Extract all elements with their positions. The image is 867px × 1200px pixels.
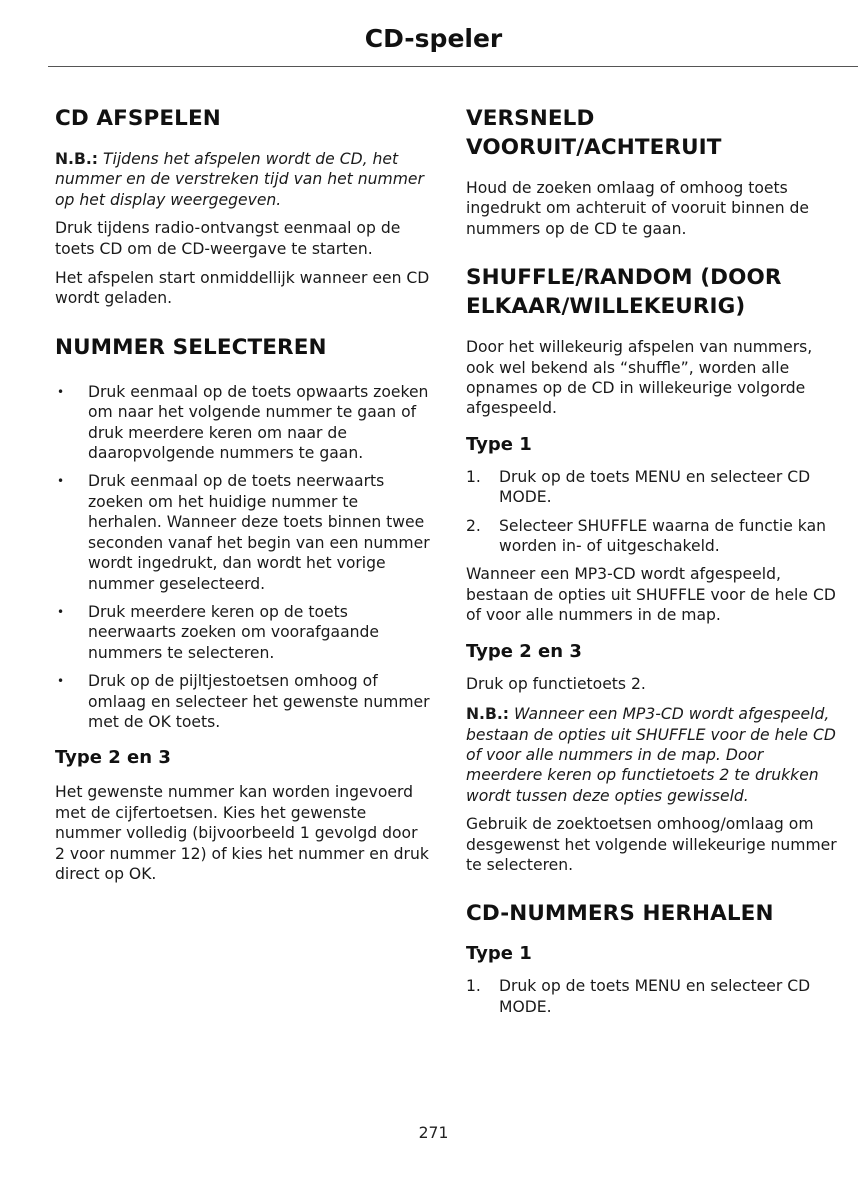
list-item: [466, 516, 844, 557]
paragraph: Druk tijdens radio-ontvangst eenmaal op de toets CD om de CD-weergave te starten.: [55, 219, 401, 258]
right-column: [466, 104, 844, 1017]
heading-line: VOORUIT/ACHTERUIT: [466, 135, 722, 160]
note-label: N.B.:: [55, 150, 99, 168]
title-rule: [48, 66, 858, 67]
subheading-type-2-en-3: Type 2 en 3: [55, 747, 171, 769]
paragraph: Gebruik de zoektoetsen omhoog/omlaag om desgewenst het volgende willekeurige nummer te selecteren.: [466, 815, 837, 874]
subheading-type-2-en-3: Type 2 en 3: [466, 640, 582, 662]
note-shuffle: [466, 704, 844, 806]
heading-line: ELKAAR/WILLEKEURIG): [466, 294, 746, 320]
note-label: N.B.:: [466, 705, 510, 724]
list-item: [55, 471, 430, 593]
list-item-text: Druk eenmaal op de toets opwaarts zoeken om naar het volgende nummer te gaan of druk meerdere keren om naar de daaropvolgende nummers te gaan.: [88, 382, 429, 463]
list-item: [466, 467, 844, 508]
list-item-text: Druk op de pijltjestoetsen omhoog of omlaag en selecteer het gewenste nummer met de OK toets.: [88, 672, 430, 731]
list-item: [466, 976, 844, 1017]
list-item-text: Selecteer SHUFFLE waarna de functie kan worden in- of uitgeschakeld.: [499, 516, 827, 556]
paragraph: Het afspelen start onmiddellijk wanneer een CD wordt geladen.: [55, 269, 430, 308]
numbered-list: [466, 976, 844, 1017]
numbered-list: [466, 467, 844, 557]
note-text: Wanneer een MP3-CD wordt afgespeeld, bestaan de opties uit SHUFFLE voor de hele CD of voor alle nummers in de map. Door meerdere keren op functietoets 2 te drukken wordt tussen deze opties gewisseld.: [466, 705, 836, 805]
bullet-icon: •: [57, 384, 65, 399]
heading-versneld: [466, 104, 844, 162]
left-column: [55, 104, 430, 884]
paragraph: Het gewenste nummer kan worden ingevoerd met de cijfertoetsen. Kies het gewenste nummer volledig (bijvoorbeeld 1 gevolgd door 2 voor nummer 12) of kies het nummer en druk direct op OK.: [55, 783, 429, 883]
heading-line: VERSNELD: [466, 106, 595, 131]
list-number: 1.: [466, 977, 481, 996]
heading-shuffle: [466, 263, 844, 321]
paragraph: Houd de zoeken omlaag of omhoog toets ingedrukt om achteruit of vooruit binnen de nummers op de CD te gaan.: [466, 179, 810, 238]
bullet-list: [55, 382, 430, 733]
heading-nummer-selecteren: NUMMER SELECTEREN: [55, 334, 327, 360]
note-cd-afspelen: [55, 149, 430, 210]
list-item-text: Druk op de toets MENU en selecteer CD MODE.: [499, 977, 811, 1016]
bullet-icon: •: [57, 474, 65, 489]
list-item-text: Druk meerdere keren op de toets neerwaarts zoeken om voorafgaande nummers te selecteren.: [88, 602, 380, 662]
list-number: 2.: [466, 516, 481, 535]
paragraph: Wanneer een MP3-CD wordt afgespeeld, bestaan de opties uit SHUFFLE voor de hele CD of voor alle nummers in de map.: [466, 565, 836, 625]
note-text: Tijdens het afspelen wordt de CD, het nummer en de verstreken tijd van het nummer op het display weergegeven.: [55, 150, 424, 209]
list-item-text: Druk eenmaal op de toets neerwaarts zoeken om het huidige nummer te herhalen. Wanneer deze toets binnen twee seconden vanaf het begin van een nummer wordt ingedrukt, dan wordt het vorige nummer geselecteerd.: [88, 472, 430, 593]
subheading-type-1: Type 1: [466, 433, 532, 455]
paragraph: Druk op functietoets 2.: [466, 674, 646, 693]
page-number: 271: [418, 1124, 449, 1142]
paragraph: Door het willekeurig afspelen van nummers, ook wel bekend als “shuffle”, worden alle opnames op de CD in willekeurige volgorde afgespeeld.: [466, 338, 813, 418]
list-number: 1.: [466, 467, 481, 486]
bullet-icon: •: [57, 604, 65, 619]
list-item: [55, 602, 430, 663]
list-item-text: Druk op de toets MENU en selecteer CD MODE.: [499, 467, 811, 507]
subheading-type-1: Type 1: [466, 943, 532, 965]
heading-cd-nummers-herhalen: CD-NUMMERS HERHALEN: [466, 901, 774, 927]
list-item: [55, 671, 430, 732]
heading-line: SHUFFLE/RANDOM (DOOR: [466, 265, 782, 291]
heading-cd-afspelen: CD AFSPELEN: [55, 106, 221, 131]
list-item: [55, 382, 430, 464]
page-title: CD-speler: [364, 24, 503, 53]
bullet-icon: •: [57, 674, 65, 689]
